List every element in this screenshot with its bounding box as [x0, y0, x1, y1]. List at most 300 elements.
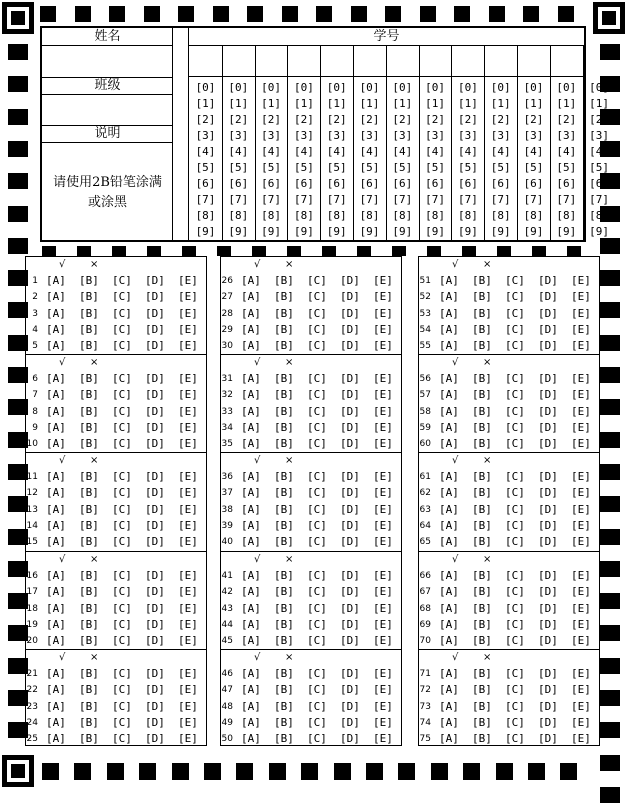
student-id-bubble[interactable]: [8]	[457, 209, 478, 222]
answer-bubble[interactable]: [E]	[373, 372, 393, 385]
answer-bubble[interactable]: [B]	[274, 699, 294, 713]
answer-bubble[interactable]: [C]	[307, 306, 327, 320]
answer-bubble[interactable]: [C]	[112, 601, 132, 615]
answer-bubble[interactable]: [C]	[112, 634, 132, 648]
answer-bubble[interactable]: [E]	[178, 322, 198, 336]
answer-bubble[interactable]: [E]	[571, 569, 591, 582]
answer-bubble[interactable]: [A]	[46, 634, 66, 648]
answer-bubble[interactable]: [A]	[46, 569, 66, 582]
student-id-bubble[interactable]: [4]	[195, 145, 216, 158]
answer-bubble[interactable]: [D]	[340, 585, 360, 599]
answer-bubble[interactable]: [C]	[307, 388, 327, 402]
answer-bubble[interactable]: [D]	[538, 569, 558, 582]
answer-bubble[interactable]: [E]	[373, 715, 393, 729]
answer-bubble[interactable]: [A]	[46, 585, 66, 599]
answer-bubble[interactable]: [D]	[340, 699, 360, 713]
answer-bubble[interactable]: [B]	[274, 535, 294, 549]
student-id-bubble[interactable]: [8]	[425, 209, 446, 222]
answer-bubble[interactable]: [D]	[538, 470, 558, 483]
answer-bubble[interactable]: [C]	[112, 404, 132, 418]
student-id-bubble[interactable]: [4]	[490, 145, 511, 158]
answer-bubble[interactable]: [B]	[79, 306, 99, 320]
answer-bubble[interactable]: [B]	[472, 322, 492, 336]
answer-bubble[interactable]: [E]	[373, 306, 393, 320]
answer-bubble[interactable]: [A]	[241, 486, 261, 500]
answer-bubble[interactable]: [A]	[241, 732, 261, 746]
student-id-bubble[interactable]: [4]	[589, 145, 610, 158]
answer-bubble[interactable]: [A]	[241, 601, 261, 615]
answer-bubble[interactable]: [E]	[178, 732, 198, 746]
answer-bubble[interactable]: [B]	[472, 634, 492, 648]
answer-bubble[interactable]: [C]	[307, 699, 327, 713]
answer-bubble[interactable]: [C]	[307, 715, 327, 729]
answer-bubble[interactable]: [C]	[307, 683, 327, 697]
answer-bubble[interactable]: [D]	[145, 404, 165, 418]
answer-bubble[interactable]: [C]	[307, 634, 327, 648]
student-id-bubble[interactable]: [8]	[228, 209, 249, 222]
student-id-bubble[interactable]: [9]	[589, 225, 610, 238]
student-id-bubble[interactable]: [5]	[261, 161, 282, 174]
student-id-bubble[interactable]: [7]	[589, 193, 610, 206]
answer-bubble[interactable]: [C]	[307, 437, 327, 451]
answer-bubble[interactable]: [E]	[373, 617, 393, 631]
answer-bubble[interactable]: [D]	[538, 486, 558, 500]
answer-bubble[interactable]: [B]	[79, 470, 99, 483]
answer-bubble[interactable]: [B]	[472, 404, 492, 418]
answer-bubble[interactable]: [D]	[340, 470, 360, 483]
answer-bubble[interactable]: [D]	[145, 322, 165, 336]
answer-bubble[interactable]: [E]	[571, 601, 591, 615]
answer-bubble[interactable]: [B]	[472, 339, 492, 353]
answer-bubble[interactable]: [C]	[505, 372, 525, 385]
answer-bubble[interactable]: [C]	[307, 372, 327, 385]
answer-bubble[interactable]: [C]	[505, 470, 525, 483]
answer-bubble[interactable]: [D]	[340, 322, 360, 336]
student-id-bubble[interactable]: [8]	[523, 209, 544, 222]
student-id-bubble[interactable]: [2]	[556, 113, 577, 126]
answer-bubble[interactable]: [C]	[307, 535, 327, 549]
answer-bubble[interactable]: [D]	[145, 585, 165, 599]
student-id-bubble[interactable]: [7]	[392, 193, 413, 206]
answer-bubble[interactable]: [D]	[340, 437, 360, 451]
student-id-bubble[interactable]: [9]	[228, 225, 249, 238]
student-id-bubble[interactable]: [0]	[195, 81, 216, 94]
answer-bubble[interactable]: [E]	[178, 388, 198, 402]
answer-bubble[interactable]: [E]	[178, 667, 198, 680]
answer-bubble[interactable]: [E]	[571, 420, 591, 434]
student-id-bubble[interactable]: [0]	[359, 81, 380, 94]
answer-bubble[interactable]: [D]	[145, 617, 165, 631]
answer-bubble[interactable]: [B]	[472, 420, 492, 434]
answer-bubble[interactable]: [E]	[571, 715, 591, 729]
student-id-bubble[interactable]: [5]	[228, 161, 249, 174]
answer-bubble[interactable]: [A]	[439, 667, 459, 680]
answer-bubble[interactable]: [C]	[112, 486, 132, 500]
student-id-bubble[interactable]: [8]	[326, 209, 347, 222]
answer-bubble[interactable]: [A]	[46, 404, 66, 418]
answer-bubble[interactable]: [A]	[241, 699, 261, 713]
answer-bubble[interactable]: [D]	[538, 322, 558, 336]
answer-bubble[interactable]: [D]	[145, 372, 165, 385]
answer-bubble[interactable]: [E]	[373, 290, 393, 304]
answer-bubble[interactable]: [A]	[46, 502, 66, 516]
student-id-bubble[interactable]: [9]	[523, 225, 544, 238]
answer-bubble[interactable]: [A]	[46, 732, 66, 746]
answer-bubble[interactable]: [B]	[274, 290, 294, 304]
answer-bubble[interactable]: [D]	[145, 699, 165, 713]
answer-bubble[interactable]: [B]	[472, 470, 492, 483]
answer-bubble[interactable]: [C]	[112, 732, 132, 746]
answer-bubble[interactable]: [A]	[241, 667, 261, 680]
answer-bubble[interactable]: [A]	[46, 290, 66, 304]
student-id-bubble[interactable]: [3]	[195, 129, 216, 142]
answer-bubble[interactable]: [D]	[145, 518, 165, 532]
answer-bubble[interactable]: [C]	[307, 601, 327, 615]
answer-bubble[interactable]: [A]	[439, 437, 459, 451]
answer-bubble[interactable]: [C]	[307, 569, 327, 582]
answer-bubble[interactable]: [B]	[274, 569, 294, 582]
answer-bubble[interactable]: [B]	[79, 518, 99, 532]
answer-bubble[interactable]: [A]	[46, 683, 66, 697]
student-id-bubble[interactable]: [8]	[359, 209, 380, 222]
answer-bubble[interactable]: [B]	[472, 437, 492, 451]
answer-bubble[interactable]: [C]	[307, 470, 327, 483]
answer-bubble[interactable]: [A]	[46, 388, 66, 402]
answer-bubble[interactable]: [D]	[145, 715, 165, 729]
student-id-bubble[interactable]: [2]	[261, 113, 282, 126]
student-id-bubble[interactable]: [8]	[490, 209, 511, 222]
answer-bubble[interactable]: [B]	[79, 404, 99, 418]
student-id-bubble[interactable]: [6]	[228, 177, 249, 190]
answer-bubble[interactable]: [D]	[538, 437, 558, 451]
student-id-bubble[interactable]: [4]	[425, 145, 446, 158]
answer-bubble[interactable]: [D]	[538, 699, 558, 713]
student-id-bubble[interactable]: [5]	[359, 161, 380, 174]
answer-bubble[interactable]: [B]	[472, 683, 492, 697]
answer-bubble[interactable]: [B]	[79, 290, 99, 304]
answer-bubble[interactable]: [B]	[79, 732, 99, 746]
answer-bubble[interactable]: [C]	[505, 535, 525, 549]
answer-bubble[interactable]: [D]	[538, 388, 558, 402]
student-id-bubble[interactable]: [2]	[228, 113, 249, 126]
answer-bubble[interactable]: [A]	[241, 404, 261, 418]
answer-bubble[interactable]: [E]	[178, 569, 198, 582]
answer-bubble[interactable]: [D]	[145, 420, 165, 434]
answer-bubble[interactable]: [A]	[439, 634, 459, 648]
answer-bubble[interactable]: [A]	[46, 667, 66, 680]
answer-bubble[interactable]: [E]	[571, 322, 591, 336]
answer-bubble[interactable]: [E]	[373, 634, 393, 648]
answer-bubble[interactable]: [B]	[79, 372, 99, 385]
student-id-bubble[interactable]: [0]	[228, 81, 249, 94]
answer-bubble[interactable]: [E]	[373, 486, 393, 500]
student-id-bubble[interactable]: [1]	[326, 97, 347, 110]
answer-bubble[interactable]: [A]	[439, 683, 459, 697]
student-id-digit-box[interactable]	[222, 46, 255, 76]
student-id-bubble[interactable]: [7]	[490, 193, 511, 206]
answer-bubble[interactable]: [C]	[307, 290, 327, 304]
answer-bubble[interactable]: [E]	[571, 290, 591, 304]
student-id-bubble[interactable]: [1]	[195, 97, 216, 110]
answer-bubble[interactable]: [E]	[178, 274, 198, 287]
answer-bubble[interactable]: [E]	[373, 569, 393, 582]
student-id-bubble[interactable]: [9]	[556, 225, 577, 238]
student-id-bubble[interactable]: [5]	[195, 161, 216, 174]
answer-bubble[interactable]: [E]	[373, 404, 393, 418]
student-id-bubble[interactable]: [1]	[523, 97, 544, 110]
answer-bubble[interactable]: [B]	[274, 388, 294, 402]
answer-bubble[interactable]: [E]	[178, 502, 198, 516]
answer-bubble[interactable]: [E]	[571, 634, 591, 648]
answer-bubble[interactable]: [E]	[373, 667, 393, 680]
student-id-bubble[interactable]: [0]	[523, 81, 544, 94]
answer-bubble[interactable]: [E]	[571, 502, 591, 516]
student-id-bubble[interactable]: [3]	[359, 129, 380, 142]
answer-bubble[interactable]: [D]	[145, 683, 165, 697]
student-id-bubble[interactable]: [7]	[228, 193, 249, 206]
answer-bubble[interactable]: [C]	[307, 732, 327, 746]
answer-bubble[interactable]: [C]	[505, 601, 525, 615]
answer-bubble[interactable]: [E]	[571, 372, 591, 385]
answer-bubble[interactable]: [D]	[538, 601, 558, 615]
answer-bubble[interactable]: [D]	[145, 667, 165, 680]
student-id-bubble[interactable]: [3]	[293, 129, 314, 142]
answer-bubble[interactable]: [A]	[241, 683, 261, 697]
student-id-bubble[interactable]: [4]	[556, 145, 577, 158]
answer-bubble[interactable]: [C]	[505, 634, 525, 648]
answer-bubble[interactable]: [C]	[307, 585, 327, 599]
answer-bubble[interactable]: [C]	[112, 715, 132, 729]
student-id-bubble[interactable]: [8]	[261, 209, 282, 222]
answer-bubble[interactable]: [E]	[178, 535, 198, 549]
answer-bubble[interactable]: [B]	[472, 372, 492, 385]
answer-bubble[interactable]: [E]	[571, 699, 591, 713]
answer-bubble[interactable]: [B]	[274, 732, 294, 746]
answer-bubble[interactable]: [D]	[145, 732, 165, 746]
answer-bubble[interactable]: [C]	[505, 290, 525, 304]
student-id-bubble[interactable]: [7]	[425, 193, 446, 206]
student-id-bubble[interactable]: [9]	[261, 225, 282, 238]
answer-bubble[interactable]: [E]	[373, 732, 393, 746]
answer-bubble[interactable]: [A]	[439, 470, 459, 483]
answer-bubble[interactable]: [D]	[340, 404, 360, 418]
student-id-digit-box[interactable]	[353, 46, 386, 76]
answer-bubble[interactable]: [A]	[241, 535, 261, 549]
student-id-bubble[interactable]: [6]	[359, 177, 380, 190]
student-id-digit-box[interactable]	[255, 46, 288, 76]
student-id-bubble[interactable]: [5]	[457, 161, 478, 174]
answer-bubble[interactable]: [D]	[538, 683, 558, 697]
answer-bubble[interactable]: [D]	[340, 372, 360, 385]
answer-bubble[interactable]: [B]	[274, 518, 294, 532]
answer-bubble[interactable]: [C]	[505, 404, 525, 418]
answer-bubble[interactable]: [A]	[439, 339, 459, 353]
student-id-bubble[interactable]: [5]	[589, 161, 610, 174]
answer-bubble[interactable]: [A]	[241, 715, 261, 729]
answer-bubble[interactable]: [E]	[178, 715, 198, 729]
answer-bubble[interactable]: [A]	[46, 601, 66, 615]
answer-bubble[interactable]: [B]	[274, 585, 294, 599]
student-id-bubble[interactable]: [9]	[457, 225, 478, 238]
answer-bubble[interactable]: [C]	[505, 667, 525, 680]
answer-bubble[interactable]: [E]	[178, 601, 198, 615]
answer-bubble[interactable]: [C]	[112, 535, 132, 549]
answer-bubble[interactable]: [C]	[505, 502, 525, 516]
answer-bubble[interactable]: [D]	[538, 420, 558, 434]
answer-bubble[interactable]: [B]	[79, 486, 99, 500]
answer-bubble[interactable]: [D]	[538, 372, 558, 385]
answer-bubble[interactable]: [D]	[340, 601, 360, 615]
student-id-bubble[interactable]: [6]	[293, 177, 314, 190]
answer-bubble[interactable]: [E]	[373, 601, 393, 615]
answer-bubble[interactable]: [D]	[340, 290, 360, 304]
student-id-bubble[interactable]: [6]	[556, 177, 577, 190]
answer-bubble[interactable]: [C]	[112, 585, 132, 599]
answer-bubble[interactable]: [E]	[373, 535, 393, 549]
answer-bubble[interactable]: [C]	[505, 322, 525, 336]
answer-bubble[interactable]: [B]	[79, 634, 99, 648]
answer-bubble[interactable]: [C]	[505, 617, 525, 631]
answer-bubble[interactable]: [D]	[340, 535, 360, 549]
answer-bubble[interactable]: [D]	[538, 339, 558, 353]
answer-bubble[interactable]: [E]	[571, 667, 591, 680]
student-id-bubble[interactable]: [6]	[425, 177, 446, 190]
answer-bubble[interactable]: [D]	[340, 683, 360, 697]
student-id-bubble[interactable]: [9]	[392, 225, 413, 238]
answer-bubble[interactable]: [A]	[46, 715, 66, 729]
answer-bubble[interactable]: [E]	[373, 699, 393, 713]
answer-bubble[interactable]: [B]	[274, 404, 294, 418]
answer-bubble[interactable]: [C]	[112, 502, 132, 516]
answer-bubble[interactable]: [E]	[178, 437, 198, 451]
student-id-bubble[interactable]: [9]	[195, 225, 216, 238]
answer-bubble[interactable]: [B]	[274, 322, 294, 336]
answer-bubble[interactable]: [C]	[112, 437, 132, 451]
student-id-bubble[interactable]: [2]	[326, 113, 347, 126]
student-id-bubble[interactable]: [0]	[556, 81, 577, 94]
student-id-bubble[interactable]: [3]	[457, 129, 478, 142]
answer-bubble[interactable]: [B]	[79, 617, 99, 631]
student-id-bubble[interactable]: [1]	[556, 97, 577, 110]
answer-bubble[interactable]: [B]	[274, 306, 294, 320]
student-id-bubble[interactable]: [3]	[392, 129, 413, 142]
student-id-bubble[interactable]: [0]	[392, 81, 413, 94]
student-id-digit-box[interactable]	[451, 46, 484, 76]
student-id-bubble[interactable]: [1]	[457, 97, 478, 110]
student-id-bubble[interactable]: [1]	[425, 97, 446, 110]
student-id-digit-box[interactable]	[419, 46, 452, 76]
answer-bubble[interactable]: [C]	[505, 339, 525, 353]
student-id-bubble[interactable]: [9]	[326, 225, 347, 238]
answer-bubble[interactable]: [A]	[46, 699, 66, 713]
answer-bubble[interactable]: [D]	[538, 535, 558, 549]
answer-bubble[interactable]: [B]	[79, 339, 99, 353]
answer-bubble[interactable]: [B]	[79, 683, 99, 697]
student-id-bubble[interactable]: [4]	[293, 145, 314, 158]
answer-bubble[interactable]: [B]	[472, 486, 492, 500]
answer-bubble[interactable]: [D]	[538, 715, 558, 729]
answer-bubble[interactable]: [A]	[439, 274, 459, 287]
student-id-bubble[interactable]: [4]	[457, 145, 478, 158]
answer-bubble[interactable]: [B]	[472, 502, 492, 516]
answer-bubble[interactable]: [A]	[241, 388, 261, 402]
answer-bubble[interactable]: [A]	[241, 339, 261, 353]
answer-bubble[interactable]: [D]	[340, 634, 360, 648]
answer-bubble[interactable]: [D]	[340, 388, 360, 402]
answer-bubble[interactable]: [A]	[46, 518, 66, 532]
student-id-digit-box[interactable]	[320, 46, 353, 76]
answer-bubble[interactable]: [D]	[538, 274, 558, 287]
answer-bubble[interactable]: [C]	[505, 420, 525, 434]
answer-bubble[interactable]: [C]	[505, 437, 525, 451]
answer-bubble[interactable]: [E]	[178, 518, 198, 532]
answer-bubble[interactable]: [A]	[439, 535, 459, 549]
answer-bubble[interactable]: [A]	[439, 601, 459, 615]
student-id-bubble[interactable]: [1]	[490, 97, 511, 110]
answer-bubble[interactable]: [B]	[472, 388, 492, 402]
student-id-bubble[interactable]: [0]	[293, 81, 314, 94]
answer-bubble[interactable]: [B]	[472, 617, 492, 631]
answer-bubble[interactable]: [E]	[571, 404, 591, 418]
answer-bubble[interactable]: [C]	[505, 306, 525, 320]
student-id-bubble[interactable]: [5]	[293, 161, 314, 174]
student-id-bubble[interactable]: [7]	[556, 193, 577, 206]
student-id-bubble[interactable]: [6]	[195, 177, 216, 190]
answer-bubble[interactable]: [C]	[112, 699, 132, 713]
answer-bubble[interactable]: [D]	[145, 306, 165, 320]
student-id-bubble[interactable]: [8]	[556, 209, 577, 222]
answer-bubble[interactable]: [A]	[46, 486, 66, 500]
answer-bubble[interactable]: [C]	[112, 306, 132, 320]
student-id-digit-box[interactable]	[517, 46, 550, 76]
student-id-bubble[interactable]: [2]	[457, 113, 478, 126]
answer-bubble[interactable]: [B]	[79, 502, 99, 516]
answer-bubble[interactable]: [E]	[178, 585, 198, 599]
student-id-bubble[interactable]: [2]	[523, 113, 544, 126]
answer-bubble[interactable]: [B]	[79, 535, 99, 549]
answer-bubble[interactable]: [B]	[274, 634, 294, 648]
student-id-bubble[interactable]: [1]	[228, 97, 249, 110]
answer-bubble[interactable]: [D]	[340, 339, 360, 353]
answer-bubble[interactable]: [C]	[307, 667, 327, 680]
answer-bubble[interactable]: [D]	[145, 274, 165, 287]
answer-bubble[interactable]: [E]	[571, 470, 591, 483]
answer-bubble[interactable]: [D]	[145, 569, 165, 582]
answer-bubble[interactable]: [E]	[571, 437, 591, 451]
student-id-bubble[interactable]: [4]	[326, 145, 347, 158]
answer-bubble[interactable]: [A]	[46, 420, 66, 434]
answer-bubble[interactable]: [A]	[439, 699, 459, 713]
answer-bubble[interactable]: [A]	[439, 322, 459, 336]
answer-bubble[interactable]: [C]	[505, 569, 525, 582]
answer-bubble[interactable]: [A]	[241, 306, 261, 320]
student-id-bubble[interactable]: [3]	[523, 129, 544, 142]
answer-bubble[interactable]: [B]	[274, 502, 294, 516]
answer-bubble[interactable]: [E]	[373, 322, 393, 336]
answer-bubble[interactable]: [E]	[571, 274, 591, 287]
answer-bubble[interactable]: [B]	[274, 372, 294, 385]
answer-bubble[interactable]: [C]	[112, 290, 132, 304]
answer-bubble[interactable]: [A]	[439, 372, 459, 385]
student-id-bubble[interactable]: [2]	[425, 113, 446, 126]
answer-bubble[interactable]: [E]	[571, 617, 591, 631]
answer-bubble[interactable]: [B]	[472, 569, 492, 582]
answer-bubble[interactable]: [A]	[439, 420, 459, 434]
student-id-bubble[interactable]: [0]	[326, 81, 347, 94]
answer-bubble[interactable]: [C]	[307, 339, 327, 353]
answer-bubble[interactable]: [E]	[178, 290, 198, 304]
answer-bubble[interactable]: [B]	[79, 274, 99, 287]
